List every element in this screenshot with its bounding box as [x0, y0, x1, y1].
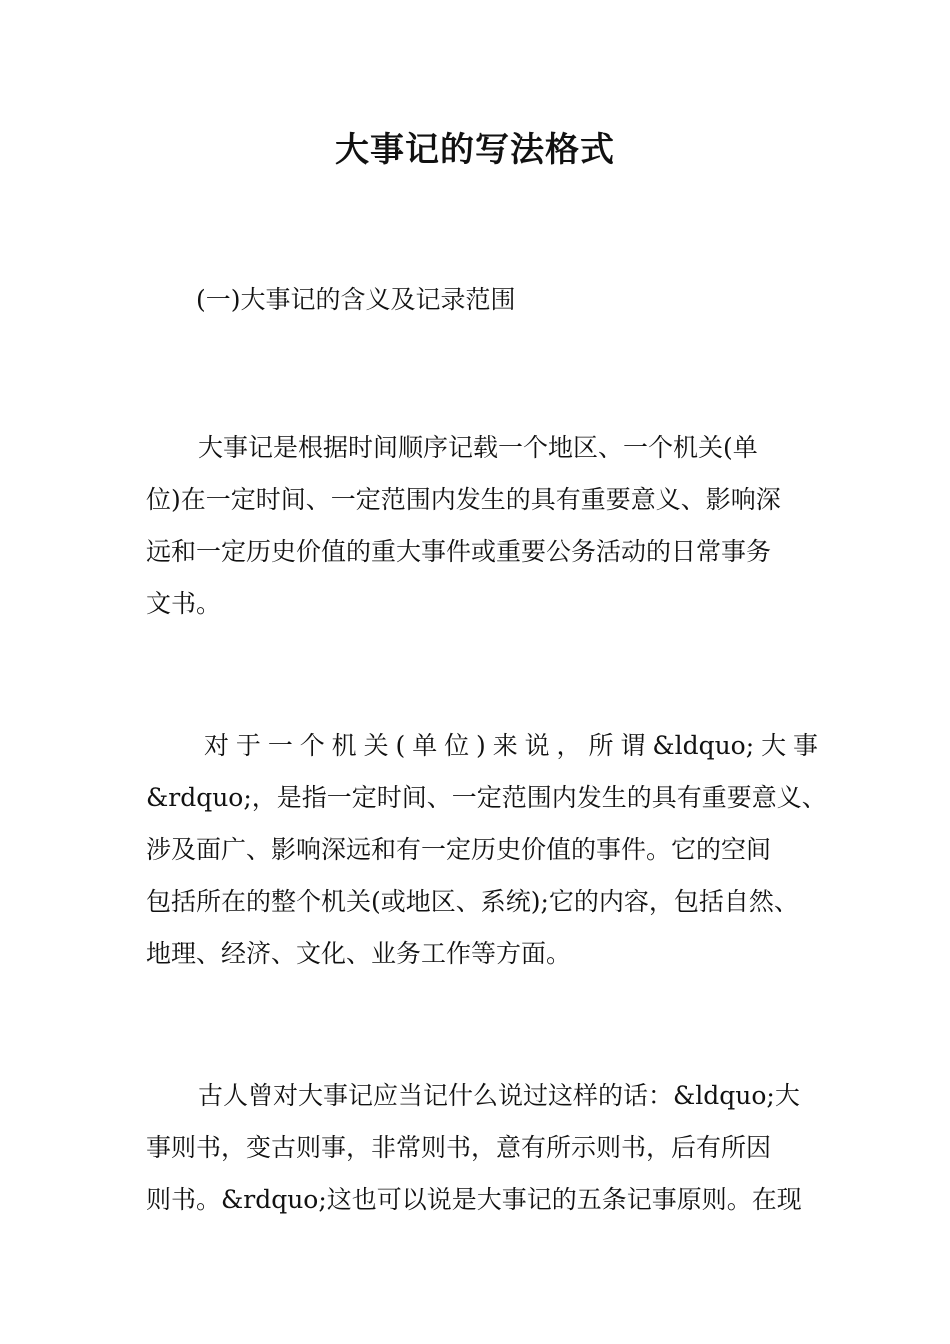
section-heading: (一)大事记的含义及记录范围: [196, 285, 516, 314]
paragraph-line: 事则书，变古则事，非常则书，意有所示则书，后有所因: [146, 1133, 772, 1162]
paragraph-line: 涉及面广、影响深远和有一定历史价值的事件。它的空间: [146, 835, 772, 864]
paragraph-line: 地理、经济、文化、业务工作等方面。: [146, 939, 572, 968]
paragraph-principles: [146, 1070, 818, 1226]
document-title: 大事记的写法格式: [335, 130, 615, 170]
paragraph-line: 则书。&rdquo;这也可以说是大事记的五条记事原则。在现: [146, 1185, 802, 1214]
paragraph-line: 文书。: [146, 589, 222, 618]
paragraph-line: 古人曾对大事记应当记什么说过这样的话：&ldquo;大: [198, 1081, 800, 1110]
paragraph-line: &rdquo;，是指一定时间、一定范围内发生的具有重要意义、: [146, 783, 827, 812]
paragraph-line: 远和一定历史价值的重大事件或重要公务活动的日常事务: [146, 537, 772, 566]
paragraph-line: 对于一个机关(单位)来说，所谓&ldquo;大事: [204, 731, 818, 760]
paragraph-line: 位)在一定时间、一定范围内发生的具有重要意义、影响深: [146, 485, 781, 514]
paragraph-line: 包括所在的整个机关(或地区、系统);它的内容，包括自然、: [146, 887, 799, 916]
paragraph-scope: [146, 720, 827, 980]
paragraph-line: 大事记是根据时间顺序记载一个地区、一个机关(单: [198, 433, 758, 462]
paragraph-definition: [146, 422, 818, 630]
